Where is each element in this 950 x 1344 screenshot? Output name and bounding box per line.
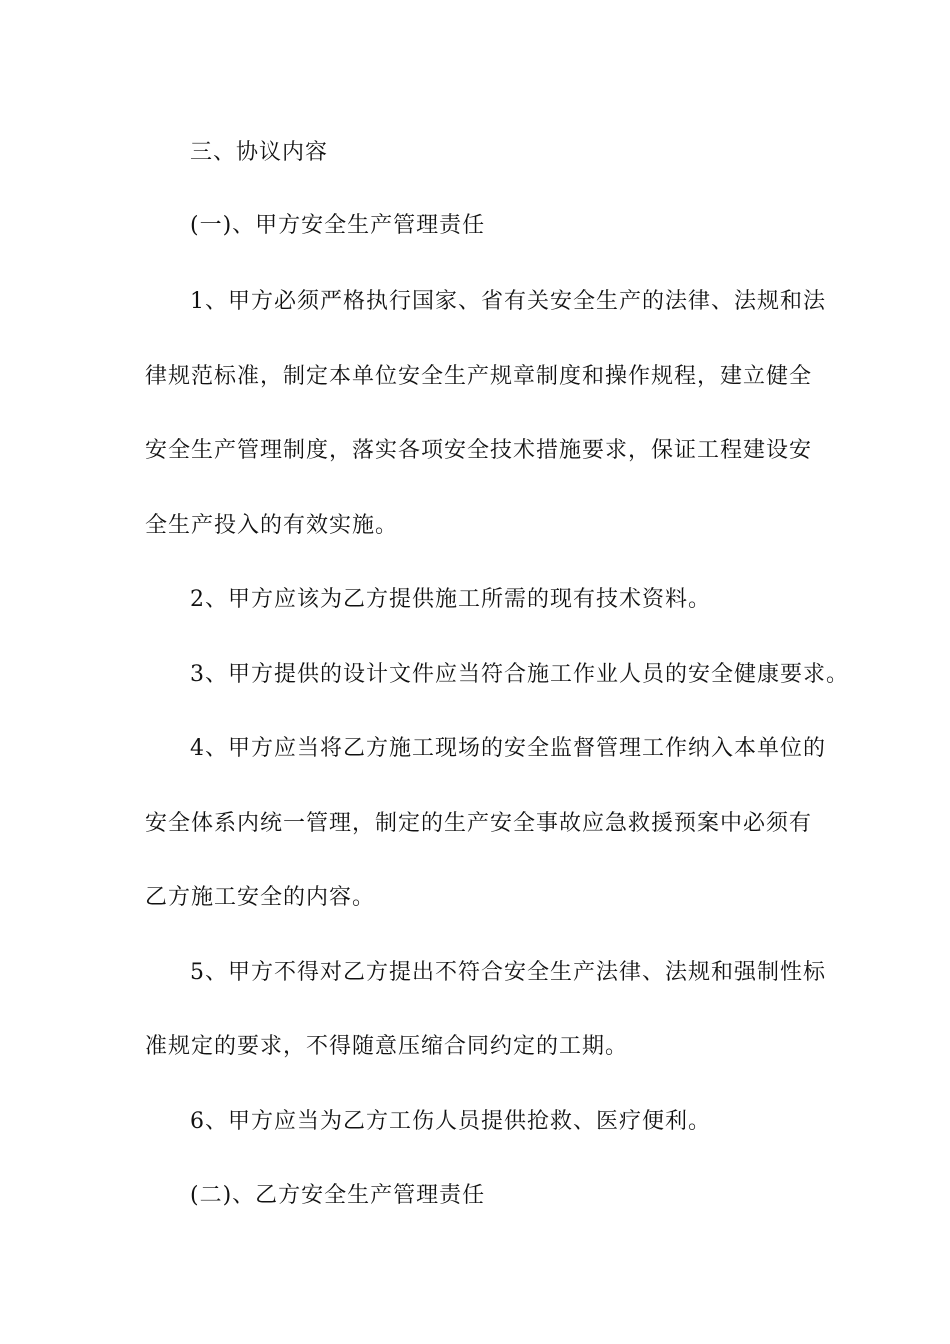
paragraph-line: 乙方施工安全的内容。: [145, 885, 376, 910]
paragraph-line: 5、甲方不得对乙方提出不符合安全生产法律、法规和强制性标: [190, 960, 826, 985]
paragraph-line: 1、甲方必须严格执行国家、省有关安全生产的法律、法规和法: [190, 289, 826, 314]
paragraph-line: 2、甲方应该为乙方提供施工所需的现有技术资料。: [190, 587, 711, 612]
paragraph-line: 4、甲方应当将乙方施工现场的安全监督管理工作纳入本单位的: [190, 736, 826, 761]
paragraph-line: 3、甲方提供的设计文件应当符合施工作业人员的安全健康要求。: [190, 662, 849, 687]
paragraph-line: 全生产投入的有效实施。: [145, 513, 399, 538]
paragraph-line: 安全体系内统一管理，制定的生产安全事故应急救援预案中必须有: [145, 811, 813, 836]
subsection-heading-party-a: (一)、甲方安全生产管理责任: [190, 213, 486, 238]
paragraph-line: 准规定的要求，不得随意压缩合同约定的工期。: [145, 1034, 629, 1059]
subsection-heading-party-b: (二)、乙方安全生产管理责任: [190, 1183, 486, 1208]
paragraph-line: 安全生产管理制度，落实各项安全技术措施要求，保证工程建设安: [145, 438, 813, 463]
paragraph-line: 律规范标准，制定本单位安全生产规章制度和操作规程，建立健全: [145, 364, 813, 389]
section-heading: 三、协议内容: [190, 140, 329, 165]
paragraph-line: 6、甲方应当为乙方工伤人员提供抢救、医疗便利。: [190, 1109, 711, 1134]
